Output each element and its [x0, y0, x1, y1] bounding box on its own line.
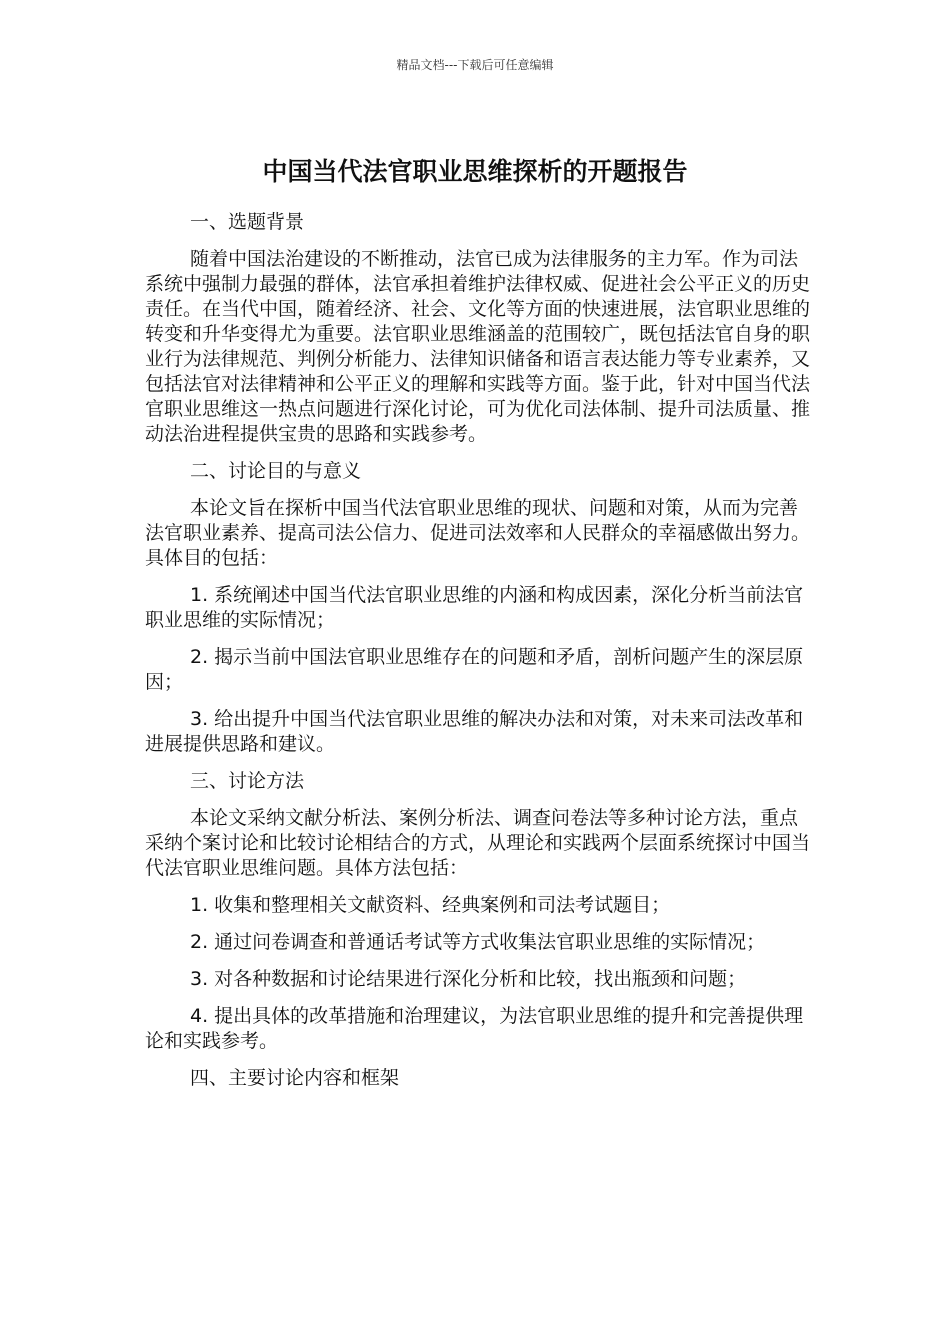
page-header-note: 精品文档---下载后可任意编辑	[396, 58, 554, 72]
list-item-method-3: 3. 对各种数据和讨论结果进行深化分析和比较，找出瓶颈和问题；	[190, 968, 747, 990]
paragraph-methods-intro: 本论文采纳文献分析法、案例分析法、调查问卷法等多种讨论方法，重点采纳个案讨论和比较讨论相结合的方式，从理论和实践两个层面系统探讨中国当代法官职业思维问题。具体方法包括：	[145, 807, 811, 879]
section-heading-purpose: 二、讨论目的与意义	[190, 460, 362, 482]
section-heading-content: 四、主要讨论内容和框架	[190, 1067, 400, 1089]
document-title: 中国当代法官职业思维探析的开题报告	[262, 156, 688, 186]
section-heading-background: 一、选题背景	[190, 211, 305, 233]
list-item-method-1: 1. 收集和整理相关文献资料、经典案例和司法考试题目；	[190, 894, 671, 916]
list-item-method-4: 4. 提出具体的改革措施和治理建议，为法官职业思维的提升和完善提供理论和实践参考。	[145, 1005, 804, 1052]
paragraph-background: 随着中国法治建设的不断推动，法官已成为法律服务的主力军。作为司法系统中强制力最强的群体，法官承担着维护法律权威、促进社会公平正义的历史责任。在当代中国，随着经济、社会、文化等方面的快速进展，法官职业思维的转变和升华变得尤为重要。法官职业思维涵盖的范围较广，既包括法官自身的职业行为法律规范、判例分析能力、法律知识储备和语言表达能力等专业素养，又包括法官对法律精神和公平正义的理解和实践等方面。鉴于此，针对中国当代法官职业思维这一热点问题进行深化讨论，可为优化司法体制、提升司法质量、推动法治进程提供宝贵的思路和实践参考。	[145, 248, 811, 445]
section-heading-methods: 三、讨论方法	[190, 770, 305, 792]
list-item-method-2: 2. 通过问卷调查和普通话考试等方式收集法官职业思维的实际情况；	[190, 931, 766, 953]
list-item-purpose-3: 3. 给出提升中国当代法官职业思维的解决办法和对策，对未来司法改革和进展提供思路和建议。	[145, 708, 804, 755]
list-item-purpose-2: 2. 揭示当前中国法官职业思维存在的问题和矛盾，剖析问题产生的深层原因；	[145, 646, 804, 693]
paragraph-purpose-intro: 本论文旨在探析中国当代法官职业思维的现状、问题和对策，从而为完善法官职业素养、提高司法公信力、促进司法效率和人民群众的幸福感做出努力。具体目的包括：	[145, 497, 811, 569]
list-item-purpose-1: 1. 系统阐述中国当代法官职业思维的内涵和构成因素，深化分析当前法官职业思维的实际情况；	[145, 584, 804, 631]
document-body	[145, 210, 810, 1103]
